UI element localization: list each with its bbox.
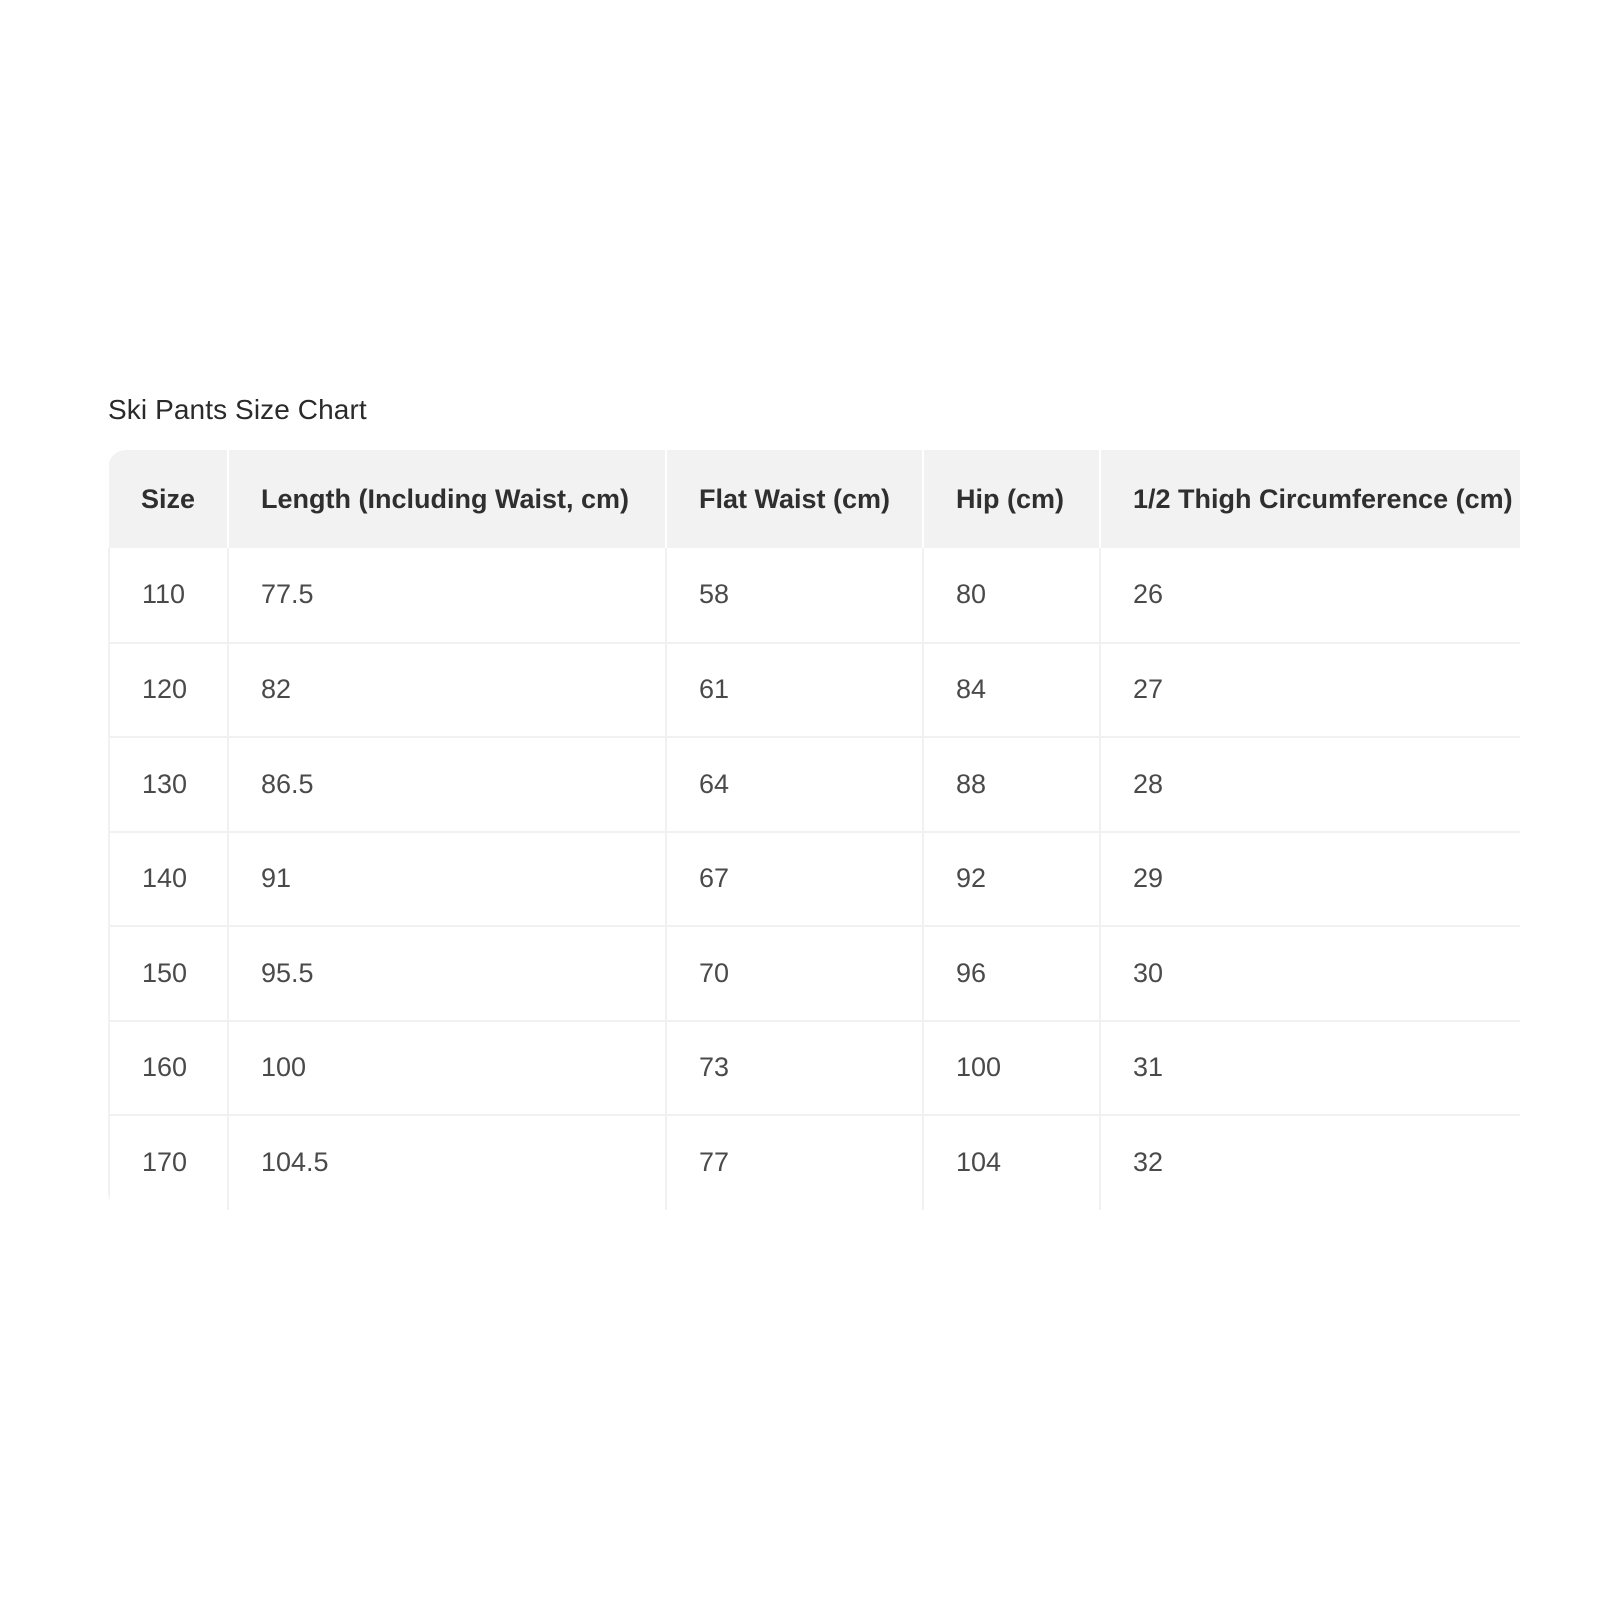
cell-size: 160 [109, 1021, 228, 1116]
cell-thigh-circumference: 30 [1133, 957, 1164, 988]
cell-hip: 84 [923, 643, 1100, 738]
cell-thigh-circumference: 27 [1133, 674, 1164, 705]
cell-thigh-circumference: 32 [1133, 1147, 1164, 1178]
table-row [109, 832, 1520, 927]
cell-length: 100 [228, 1021, 666, 1116]
cell-flat-waist: 61 [666, 643, 923, 738]
cell-length: 82 [228, 643, 666, 738]
cell-thigh-circumference: 31 [1133, 1052, 1164, 1083]
header-length: Length (Including Waist, cm) [228, 450, 666, 548]
cell-flat-waist: 77 [666, 1115, 923, 1210]
chart-title: Ski Pants Size Chart [108, 394, 367, 425]
table-row [109, 1115, 1520, 1210]
cell-hip: 88 [923, 737, 1100, 832]
cell-size: 110 [109, 548, 228, 643]
header-row [109, 450, 1520, 548]
cell-thigh-circumference: 26 [1133, 579, 1164, 610]
cell-size: 120 [109, 643, 228, 738]
cell-flat-waist: 73 [666, 1021, 923, 1116]
cell-length: 104.5 [228, 1115, 666, 1210]
cell-thigh-circumference: 28 [1133, 768, 1164, 799]
table-header [109, 450, 1520, 548]
header-size: Size [109, 450, 228, 548]
table-row [109, 548, 1520, 643]
size-chart-table-container [108, 450, 1520, 1210]
header-thigh-circumference: 1/2 Thigh Circumference (cm) [1133, 483, 1513, 514]
cell-size: 140 [109, 832, 228, 927]
table-row [109, 926, 1520, 1021]
cell-length: 86.5 [228, 737, 666, 832]
cell-flat-waist: 58 [666, 548, 923, 643]
cell-hip: 104 [923, 1115, 1100, 1210]
cell-hip: 92 [923, 832, 1100, 927]
cell-hip: 96 [923, 926, 1100, 1021]
cell-flat-waist: 67 [666, 832, 923, 927]
cell-size: 130 [109, 737, 228, 832]
cell-thigh-circumference: 29 [1133, 863, 1164, 894]
cell-hip: 80 [923, 548, 1100, 643]
cell-flat-waist: 70 [666, 926, 923, 1021]
table-row [109, 737, 1520, 832]
cell-hip: 100 [923, 1021, 1100, 1116]
size-chart-table [108, 450, 1520, 1210]
table-row [109, 643, 1520, 738]
table-body [109, 548, 1520, 1210]
cell-size: 170 [109, 1115, 228, 1210]
cell-length: 77.5 [228, 548, 666, 643]
cell-size: 150 [109, 926, 228, 1021]
table-row [109, 1021, 1520, 1116]
header-hip: Hip (cm) [923, 450, 1100, 548]
cell-flat-waist: 64 [666, 737, 923, 832]
header-flat-waist: Flat Waist (cm) [666, 450, 923, 548]
cell-length: 91 [228, 832, 666, 927]
cell-length: 95.5 [228, 926, 666, 1021]
